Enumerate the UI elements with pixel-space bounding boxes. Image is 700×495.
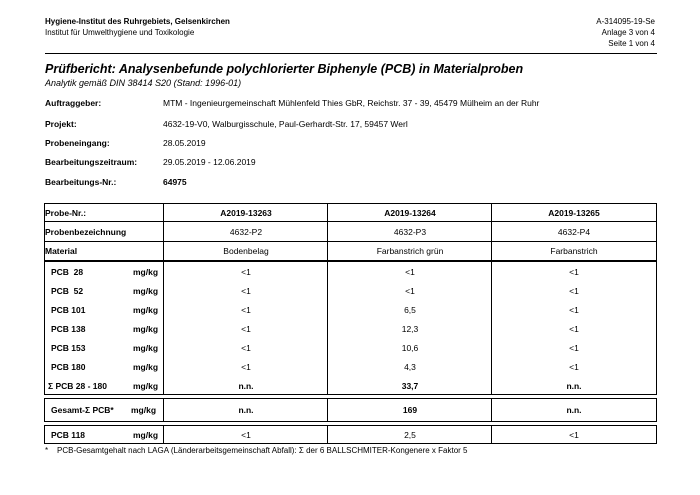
parameter-name: PCB 52 xyxy=(51,285,84,296)
cell-value: <1 xyxy=(569,323,579,334)
info-label: Projekt: xyxy=(45,119,77,129)
cell-value: 4632-P2 xyxy=(229,226,263,237)
pcb118-table xyxy=(45,425,656,444)
cell-value: <1 xyxy=(569,342,579,353)
table-row-total xyxy=(45,400,656,419)
cell-value: <1 xyxy=(241,266,251,277)
cell-value: <1 xyxy=(405,285,415,296)
parameter-unit: mg/kg xyxy=(133,304,159,315)
parameter-name: PCB 153 xyxy=(51,342,86,353)
cell-value: 4,3 xyxy=(404,361,416,372)
parameter-unit: mg/kg xyxy=(133,323,159,334)
info-value: 29.05.2019 - 12.06.2019 xyxy=(163,157,256,167)
table-row xyxy=(45,425,656,444)
cell-value: <1 xyxy=(569,266,579,277)
table-row xyxy=(45,203,656,222)
parameter-name: PCB 138 xyxy=(51,323,86,334)
cell-value: <1 xyxy=(405,266,415,277)
parameter-name: PCB 28 xyxy=(51,266,84,277)
page-header-right xyxy=(596,16,655,49)
info-value: 64975 xyxy=(163,177,187,187)
info-label: Bearbeitungs-Nr.: xyxy=(45,177,117,187)
table-row-sum xyxy=(45,376,656,395)
cell-value: <1 xyxy=(241,429,251,440)
parameter-name: Gesamt-Σ PCB* xyxy=(51,404,114,415)
table-row xyxy=(45,338,656,357)
cell-value: <1 xyxy=(569,429,579,440)
table-row xyxy=(45,357,656,376)
cell-value: 33,7 xyxy=(401,380,419,391)
parameter-name: PCB 180 xyxy=(51,361,86,372)
cell-value: Farbanstrich xyxy=(550,245,598,256)
row-label: Material xyxy=(45,245,78,256)
page-header-left xyxy=(45,16,230,38)
parameter-name: PCB 101 xyxy=(51,304,86,315)
cell-value: 12,3 xyxy=(401,323,419,334)
cell-value: <1 xyxy=(241,304,251,315)
cell-value: 2,5 xyxy=(404,429,416,440)
cell-value: A2019-13263 xyxy=(220,207,272,218)
info-value: 28.05.2019 xyxy=(163,138,206,148)
department-name: Institut für Umwelthygiene und Toxikologie xyxy=(45,28,195,37)
parameter-unit: mg/kg xyxy=(133,380,159,391)
parameter-unit: mg/kg xyxy=(133,266,159,277)
parameter-unit: mg/kg xyxy=(133,285,159,296)
cell-value: <1 xyxy=(569,304,579,315)
cell-value: A2019-13264 xyxy=(384,207,436,218)
footnote: * PCB-Gesamtgehalt nach LAGA (Länderarbeitsgemeinschaft Abfall): Σ der 6 BALLSCHMITER-Kongenere x Faktor 5 xyxy=(45,446,468,455)
cell-value: 10,6 xyxy=(401,342,419,353)
report-subtitle: Analytik gemäß DIN 38414 S20 (Stand: 1996-01) xyxy=(45,78,242,88)
total-table xyxy=(45,400,656,419)
results-table-head xyxy=(45,203,656,260)
table-row xyxy=(45,262,656,281)
cell-value: 4632-P4 xyxy=(557,226,591,237)
cell-value: 4632-P3 xyxy=(393,226,427,237)
cell-value: <1 xyxy=(569,361,579,372)
table-row xyxy=(45,300,656,319)
info-label: Probeneingang: xyxy=(45,138,110,148)
info-label: Auftraggeber: xyxy=(45,98,102,108)
attachment-number: Anlage 3 von 4 xyxy=(601,28,655,37)
cell-value: <1 xyxy=(241,323,251,334)
row-label: Probenbezeichnung xyxy=(45,226,127,237)
cell-value: Bodenbelag xyxy=(223,245,269,256)
results-table-body xyxy=(45,262,656,395)
cell-value: n.n. xyxy=(238,380,254,391)
table-row xyxy=(45,319,656,338)
cell-value: n.n. xyxy=(566,404,582,415)
cell-value: <1 xyxy=(241,285,251,296)
parameter-name: Σ PCB 28 - 180 xyxy=(48,380,107,391)
page-number: Seite 1 von 4 xyxy=(608,39,655,48)
report-title: Prüfbericht: Analysenbefunde polychlorierter Biphenyle (PCB) in Materialproben xyxy=(45,62,524,76)
info-value: 4632-19-V0, Walburgisschule, Paul-Gerhardt-Str. 17, 59457 Werl xyxy=(163,119,408,129)
row-label: Probe-Nr.: xyxy=(45,207,87,218)
document-id: A-314095-19-Se xyxy=(596,17,655,26)
table-row xyxy=(45,241,656,260)
cell-value: A2019-13265 xyxy=(548,207,600,218)
info-value: MTM - Ingenieurgemeinschaft Mühlenfeld Thies GbR, Reichstr. 37 - 39, 45479 Mülheim an der Ruhr xyxy=(163,98,540,108)
cell-value: n.n. xyxy=(238,404,254,415)
cell-value: <1 xyxy=(241,361,251,372)
cell-value: <1 xyxy=(569,285,579,296)
parameter-unit: mg/kg xyxy=(133,342,159,353)
cell-value: <1 xyxy=(241,342,251,353)
parameter-unit: mg/kg xyxy=(133,429,159,440)
info-label: Bearbeitungszeitraum: xyxy=(45,157,138,167)
cell-value: 6,5 xyxy=(404,304,416,315)
table-row xyxy=(45,222,656,241)
header-divider xyxy=(45,53,657,54)
parameter-name: PCB 118 xyxy=(51,429,86,440)
cell-value: Farbanstrich grün xyxy=(376,245,444,256)
parameter-unit: mg/kg xyxy=(131,404,157,415)
institute-name: Hygiene-Institut des Ruhrgebiets, Gelsenkirchen xyxy=(45,17,230,26)
parameter-unit: mg/kg xyxy=(133,361,159,372)
cell-value: n.n. xyxy=(566,380,582,391)
cell-value: 169 xyxy=(402,404,418,415)
table-row xyxy=(45,281,656,300)
